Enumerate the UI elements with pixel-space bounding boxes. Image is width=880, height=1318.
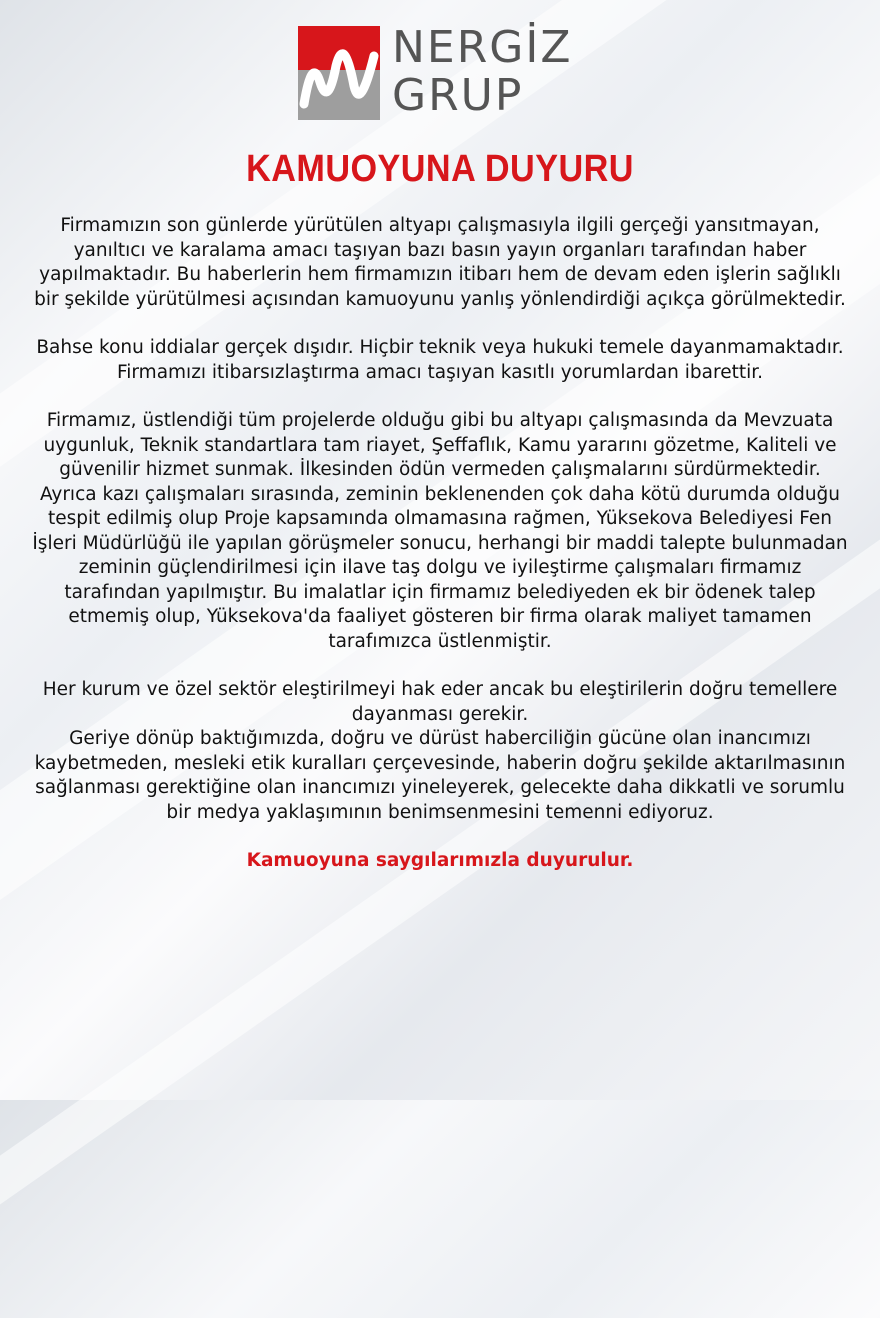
paragraph: Ayrıca kazı çalışmaları sırasında, zeminin beklenenden çok daha kötü durumda olduğu tespit edilmiş olup Proje kapsamında olmamasına rağmen, Yüksekova Belediyesi Fen İşleri Müdürlüğü ile yapılan görüşmeler sonucu, herhangi bir maddi talepte bulunmadan zeminin güçlendirilmesi için ilave taş dolgu ve iyileştirme çalışmaları firmamız tarafından yapılmıştır. Bu imalatlar için firmamız belediyeden ek bir ödenek talep etmemiş olup, Yüksekova'da faaliyet gösteren bir firma olarak maliyet tamamen tarafımızca üstlenmiştir. bbox=[32, 483, 848, 652]
logo-subname: GRUP bbox=[392, 70, 524, 121]
paragraph: Her kurum ve özel sektör eleştirilmeyi hak eder ancak bu eleştirilerin doğru temellere dayanması gerekir. bbox=[42, 679, 838, 725]
paragraph: Geriye dönüp baktığımızda, doğru ve dürüst haberciliğin gücüne olan inancımızı kaybetmeden, mesleki etik kuralları çerçevesinde, haberin doğru şekilde aktarılmasının sağlanması gerektiğine olan inancımızı yineleyerek, gelecekte daha dikkatli ve sorumlu bir medya yaklaşımının benimsenmesini temenni ediyoruz. bbox=[34, 728, 846, 823]
closing-line: Kamuoyuna saygılarımızla duyurulur. bbox=[246, 850, 634, 871]
logo-mark bbox=[298, 26, 380, 120]
logo-name: NERGİZ bbox=[392, 22, 573, 73]
paragraph: Bahse konu iddialar gerçek dışıdır. Hiçbir teknik veya hukuki temele dayanmamaktadır. Firmamızı itibarsızlaştırma amacı taşıyan kasıtlı yorumlardan ibarettir. bbox=[36, 337, 844, 383]
paragraph: Firmamız, üstlendiği tüm projelerde olduğu gibi bu altyapı çalışmasında da Mevzuata uygunluk, Teknik standartlara tam riayet, Şeffaflık, Kamu yararını gözetme, Kaliteli ve güvenilir hizmet sunmak. İlkesinden ödün vermeden çalışmalarını sürdürmektedir. bbox=[43, 410, 837, 480]
company-logo bbox=[298, 22, 588, 122]
announcement-body bbox=[30, 214, 850, 873]
paragraph: Firmamızın son günlerde yürütülen altyapı çalışmasıyla ilgili gerçeği yansıtmayan, yanıltıcı ve karalama amacı taşıyan bazı basın yayın organları tarafından haber yapılmaktadır. Bu haberlerin hem firmamızın itibarı hem de devam eden işlerin sağlıklı bir şekilde yürütülmesi açısından kamuoyunu yanlış yönlendirdiği açıkça görülmektedir. bbox=[34, 215, 846, 310]
page-title: KAMUOYUNA DUYURU bbox=[246, 148, 634, 190]
